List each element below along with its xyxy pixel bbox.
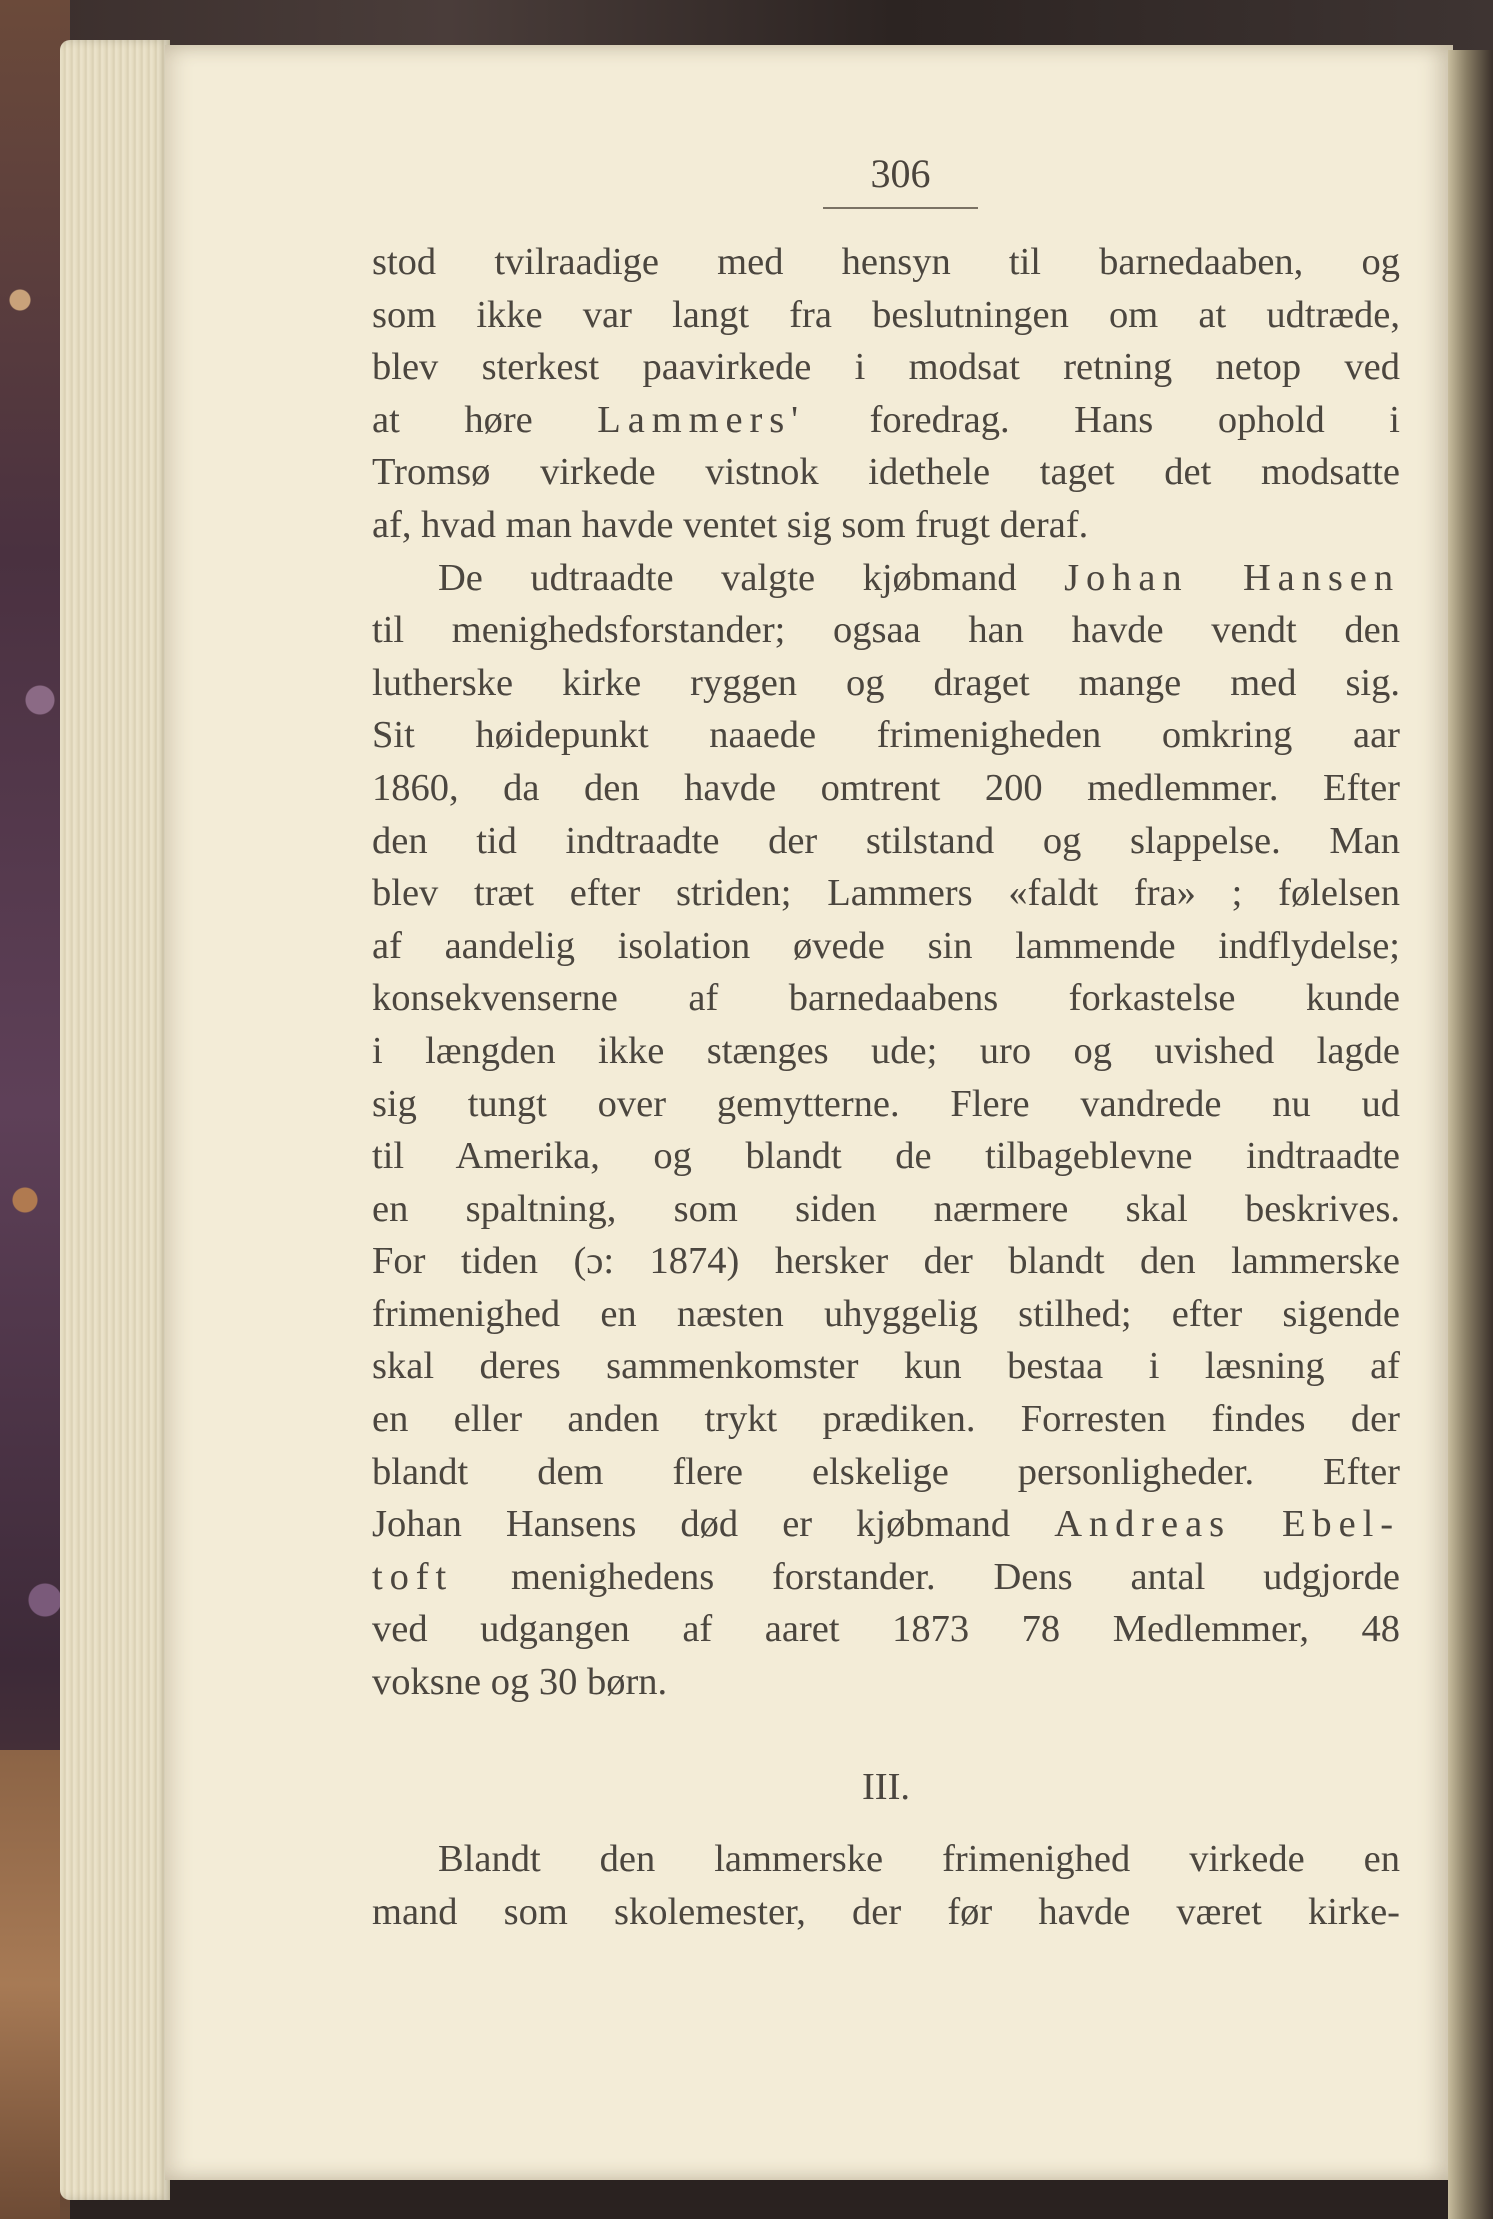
text-line [372,394,1400,447]
text-line [372,1498,1400,1551]
text-line: 1860, da den havde omtrent 200 medlemmer. Efter [372,766,1400,809]
text-line: til Amerika, og blandt de tilbageblevne indtraadte [372,1135,1400,1178]
body-text [372,236,1400,1938]
spaced-name: toft [372,1555,454,1598]
text-line: som ikke var langt fra beslutningen om at udtræde, [372,293,1400,336]
text-line: Tromsø virkede vistnok idethele taget det modsatte [372,451,1400,494]
text-line: af, hvad man havde ventet sig som frugt deraf. [372,503,1089,546]
text-fragment: Johan Hansens død er kjøbmand [372,1503,1055,1546]
text-line: ved udgangen af aaret 1873 78 Medlemmer, 48 [372,1608,1400,1651]
text-line: mand som skolemester, der før havde været kirke- [372,1890,1400,1933]
text-line: frimenighed en næsten uhyggelig stilhed; efter sigende [372,1292,1400,1335]
endpaper-corner [0,1750,60,2219]
text-line: blev træt efter striden; Lammers «faldt fra» ; følelsen [372,872,1400,915]
text-line: konsekvenserne af barnedaabens forkastelse kunde [372,977,1400,1020]
text-line: sig tungt over gemytterne. Flere vandrede nu ud [372,1082,1400,1125]
text-line: Sit høidepunkt naaede frimenigheden omkring aar [372,714,1400,757]
text-line: skal deres sammenkomster kun bestaa i læsning af [372,1345,1400,1388]
spaced-name: Andreas Ebel- [1054,1503,1401,1546]
text-line: i længden ikke stænges ude; uro og uvished lagde [372,1029,1400,1072]
spaced-name: Johan Hansen [1064,556,1400,599]
text-line: til menighedsforstander; ogsaa han havde vendt den [372,609,1400,652]
section-heading: III. [861,1765,911,1808]
text-fragment: menighedens forstander. Dens antal udgjorde [453,1555,1400,1598]
text-line: blandt dem flere elskelige personligheder. Efter [372,1450,1400,1493]
page-gutter-shadow [1448,50,1493,2219]
text-line: voksne og 30 børn. [372,1661,668,1704]
text-line: blev sterkest paavirkede i modsat retning netop ved [372,346,1400,389]
text-fragment: foredrag. Hans ophold i [805,398,1400,441]
text-line [372,552,1400,605]
text-line: Blandt den lammerske frimenighed virkede en [438,1838,1400,1881]
text-fragment: at høre [372,398,598,441]
text-line: af aandelig isolation øvede sin lammende indflydelse; [372,924,1400,967]
page-number: 306 [870,151,931,196]
text-line: en spaltning, som siden nærmere skal beskrives. [372,1187,1400,1230]
text-line: den tid indtraadte der stilstand og slappelse. Man [372,819,1400,862]
text-line: For tiden (ɔ: 1874) hersker der blandt den lammerske [372,1240,1400,1283]
text-line: stod tvilraadige med hensyn til barnedaaben, og [372,241,1400,283]
text-line: lutherske kirke ryggen og draget mange med sig. [372,661,1400,704]
text-line [372,1551,1400,1604]
text-line: en eller anden trykt prædiken. Forresten findes der [372,1398,1400,1441]
page-number-rule [823,207,978,209]
text-fragment: De udtraadte valgte kjøbmand [438,556,1065,599]
page-stack-edge [60,40,170,2200]
spaced-name: Lammers' [597,398,806,441]
